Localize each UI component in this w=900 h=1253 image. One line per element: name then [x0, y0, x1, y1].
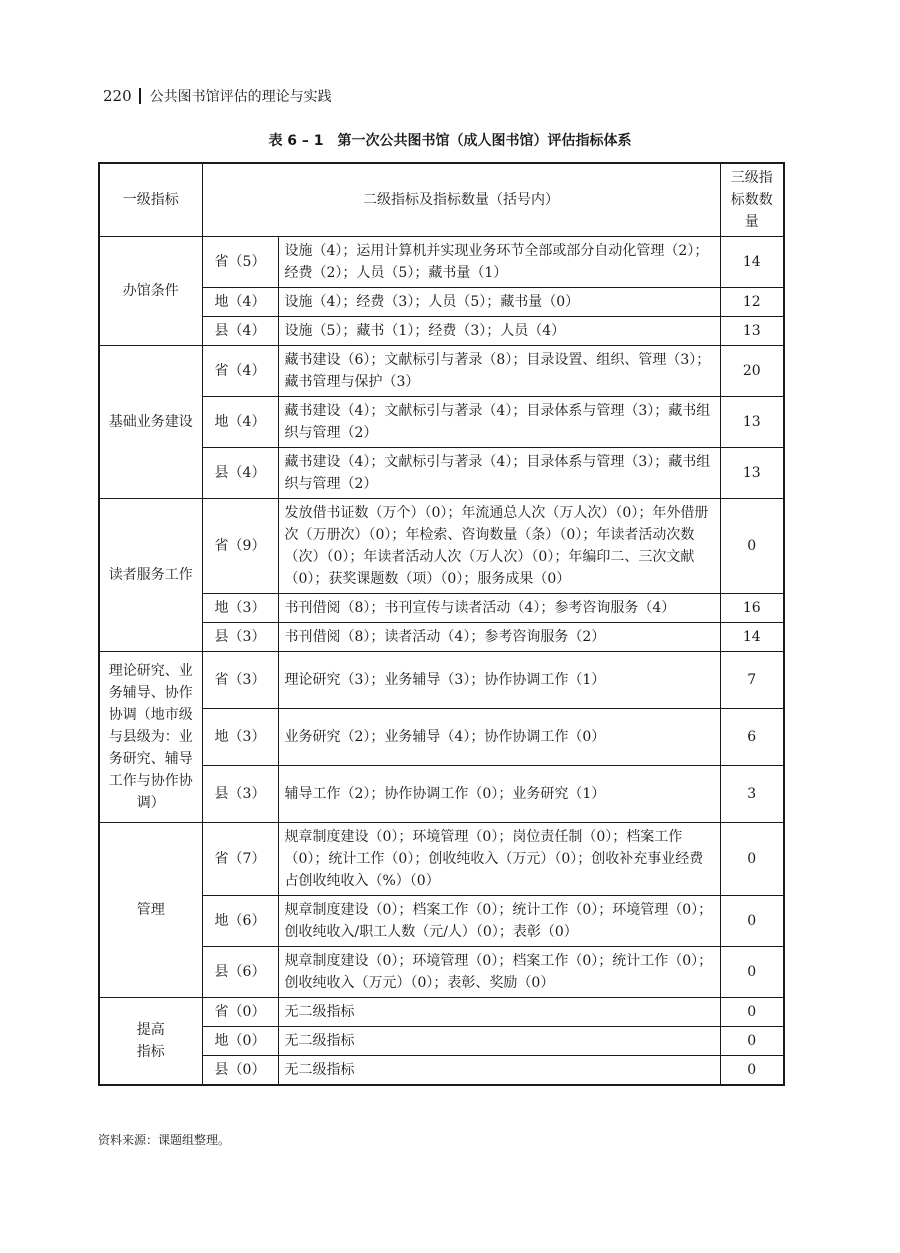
count-cell: 0 — [720, 1027, 784, 1056]
area-cell: 省（5） — [202, 237, 278, 288]
subindicator-cell: 藏书建设（6）；文献标引与著录（8）；目录设置、组织、管理（3）；藏书管理与保护（3） — [278, 346, 720, 397]
table-row — [99, 896, 784, 947]
table-row — [99, 709, 784, 766]
header-row — [99, 163, 784, 237]
area-cell: 县（6） — [202, 947, 278, 998]
level1-cell: 管理 — [99, 823, 202, 998]
count-cell: 0 — [720, 499, 784, 594]
table-caption: 表 6 – 1 第一次公共图书馆（成人图书馆）评估指标体系 — [268, 133, 632, 149]
table-row — [99, 288, 784, 317]
area-cell: 省（9） — [202, 499, 278, 594]
table-row — [99, 397, 784, 448]
table-row — [99, 317, 784, 346]
subindicator-cell: 藏书建设（4）；文献标引与著录（4）；目录体系与管理（3）；藏书组织与管理（2） — [278, 448, 720, 499]
table-row — [99, 623, 784, 652]
count-cell: 0 — [720, 947, 784, 998]
area-cell: 地（3） — [202, 594, 278, 623]
area-cell: 省（3） — [202, 652, 278, 709]
table-row — [99, 766, 784, 823]
count-cell: 13 — [720, 448, 784, 499]
table-row — [99, 594, 784, 623]
count-cell: 13 — [720, 317, 784, 346]
header-level1: 一级指标 — [99, 163, 202, 237]
area-cell: 地（6） — [202, 896, 278, 947]
area-cell: 县（4） — [202, 317, 278, 346]
subindicator-cell: 理论研究（3）；业务辅导（3）；协作协调工作（1） — [278, 652, 720, 709]
source-note: 资料来源：课题组整理。 — [98, 1133, 231, 1147]
subindicator-cell: 业务研究（2）；业务辅导（4）；协作协调工作（0） — [278, 709, 720, 766]
count-cell: 14 — [720, 237, 784, 288]
table-row — [99, 998, 784, 1027]
count-cell: 16 — [720, 594, 784, 623]
subindicator-cell: 设施（5）；藏书（1）；经费（3）；人员（4） — [278, 317, 720, 346]
subindicator-cell: 发放借书证数（万个）（0）；年流通总人次（万人次）（0）；年外借册次（万册次）（0）；年检索、咨询数量（条）（0）；年读者活动次数（次）（0）；年读者活动人次（万人次）（0）；年编印二、三次文献（0）；获奖课题数（项）（0）；服务成果（0） — [278, 499, 720, 594]
table-row — [99, 1027, 784, 1056]
subindicator-cell: 无二级指标 — [278, 1027, 720, 1056]
subindicator-cell: 规章制度建设（0）；档案工作（0）；统计工作（0）；环境管理（0）；创收纯收入/职工人数（元/人）（0）；表彰（0） — [278, 896, 720, 947]
subindicator-cell: 无二级指标 — [278, 998, 720, 1027]
area-cell: 县（3） — [202, 623, 278, 652]
table-row — [99, 346, 784, 397]
level1-cell: 读者服务工作 — [99, 499, 202, 652]
table-row — [99, 237, 784, 288]
area-cell: 省（7） — [202, 823, 278, 896]
area-cell: 县（4） — [202, 448, 278, 499]
table-row — [99, 448, 784, 499]
level1-cell: 提高指标 — [99, 998, 202, 1086]
count-cell: 12 — [720, 288, 784, 317]
subindicator-cell: 设施（4）；运用计算机并实现业务环节全部或部分自动化管理（2）；经费（2）；人员（5）；藏书量（1） — [278, 237, 720, 288]
header-divider — [139, 88, 141, 104]
count-cell: 0 — [720, 1056, 784, 1086]
table-row — [99, 1056, 784, 1086]
subindicator-cell: 书刊借阅（8）；读者活动（4）；参考咨询服务（2） — [278, 623, 720, 652]
subindicator-cell: 规章制度建设（0）；环境管理（0）；岗位责任制（0）；档案工作（0）；统计工作（0）；创收纯收入（万元）（0）；创收补充事业经费占创收纯收入（%）（0） — [278, 823, 720, 896]
book-title: 公共图书馆评估的理论与实践 — [149, 89, 332, 105]
count-cell: 6 — [720, 709, 784, 766]
count-cell: 20 — [720, 346, 784, 397]
area-cell: 省（4） — [202, 346, 278, 397]
level1-cell: 理论研究、业务辅导、协作协调（地市级与县级为：业务研究、辅导工作与协作协调） — [99, 652, 202, 823]
table-row — [99, 652, 784, 709]
subindicator-cell: 设施（4）；经费（3）；人员（5）；藏书量（0） — [278, 288, 720, 317]
area-cell: 地（4） — [202, 397, 278, 448]
count-cell: 7 — [720, 652, 784, 709]
subindicator-cell: 藏书建设（4）；文献标引与著录（4）；目录体系与管理（3）；藏书组织与管理（2） — [278, 397, 720, 448]
count-cell: 0 — [720, 823, 784, 896]
area-cell: 省（0） — [202, 998, 278, 1027]
area-cell: 县（3） — [202, 766, 278, 823]
area-cell: 地（4） — [202, 288, 278, 317]
subindicator-cell: 规章制度建设（0）；环境管理（0）；档案工作（0）；统计工作（0）；创收纯收入（万元）（0）；表彰、奖励（0） — [278, 947, 720, 998]
count-cell: 0 — [720, 896, 784, 947]
count-cell: 0 — [720, 998, 784, 1027]
count-cell: 3 — [720, 766, 784, 823]
table-row — [99, 947, 784, 998]
level1-cell: 办馆条件 — [99, 237, 202, 346]
header-level3: 三级指标数数量 — [720, 163, 784, 237]
evaluation-index-table — [98, 162, 785, 1086]
table-row — [99, 823, 784, 896]
running-head — [103, 86, 332, 106]
subindicator-cell: 辅导工作（2）；协作协调工作（0）；业务研究（1） — [278, 766, 720, 823]
area-cell: 地（0） — [202, 1027, 278, 1056]
table-row — [99, 499, 784, 594]
page-number: 220 — [103, 87, 132, 105]
level1-cell: 基础业务建设 — [99, 346, 202, 499]
area-cell: 地（3） — [202, 709, 278, 766]
header-level2: 二级指标及指标数量（括号内） — [202, 163, 720, 237]
count-cell: 14 — [720, 623, 784, 652]
subindicator-cell: 书刊借阅（8）；书刊宣传与读者活动（4）；参考咨询服务（4） — [278, 594, 720, 623]
subindicator-cell: 无二级指标 — [278, 1056, 720, 1086]
area-cell: 县（0） — [202, 1056, 278, 1086]
count-cell: 13 — [720, 397, 784, 448]
